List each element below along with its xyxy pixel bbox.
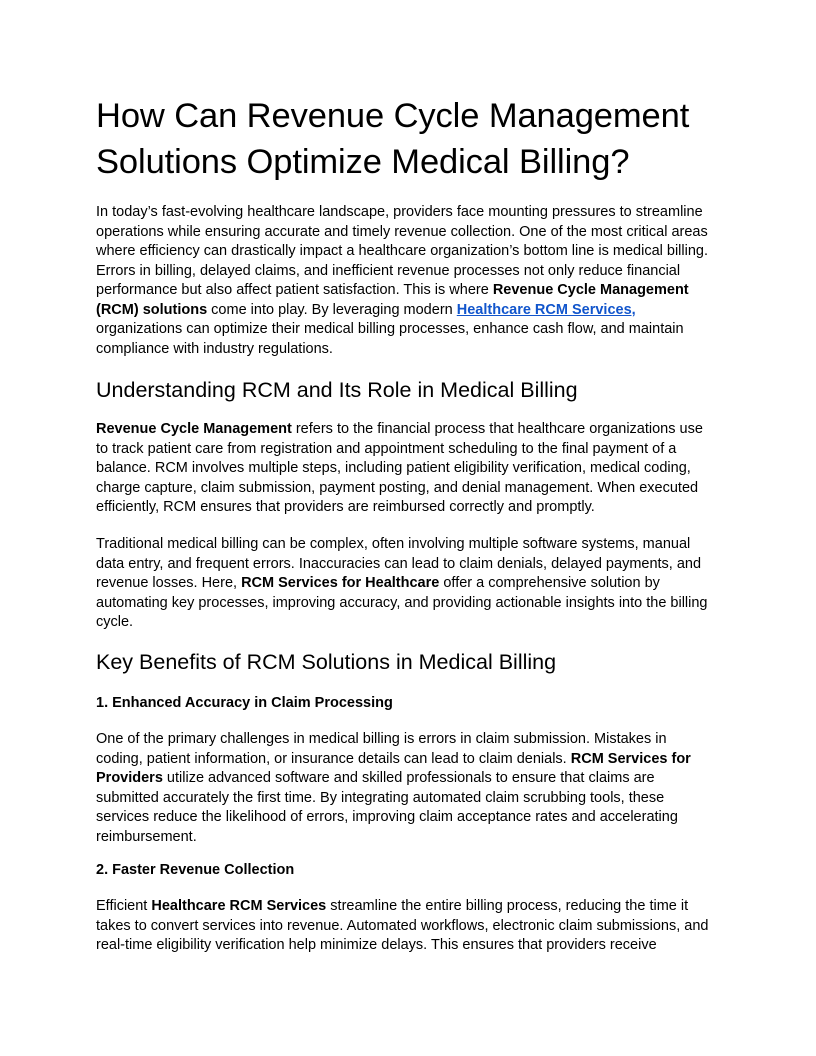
bold-term: Healthcare RCM Services bbox=[151, 898, 327, 914]
text-line bbox=[96, 789, 691, 809]
subheading-faster-revenue: 2. Faster Revenue Collection bbox=[96, 862, 295, 878]
text-run: cycle. bbox=[96, 614, 134, 630]
text-line bbox=[96, 301, 708, 321]
text-run: performance but also affect patient satisfaction. This is where bbox=[96, 282, 493, 298]
text-run: operations while ensuring accurate and timely revenue collection. One of the most critical areas bbox=[96, 223, 708, 240]
text-line bbox=[96, 242, 708, 262]
text-run: takes to convert services into revenue. Automated workflows, electronic claim submissions, and bbox=[96, 917, 709, 934]
healthcare-rcm-services-link[interactable]: Healthcare RCM Services, bbox=[456, 301, 636, 318]
text-run: to track patient care from registration and appointment scheduling to the final payment of a bbox=[96, 440, 677, 457]
bold-term: RCM Services for bbox=[570, 750, 691, 767]
enhanced-accuracy-paragraph bbox=[96, 730, 691, 847]
title-line: Solutions Optimize Medical Billing? bbox=[96, 143, 630, 181]
text-run: revenue losses. Here, bbox=[96, 575, 242, 591]
text-line bbox=[96, 917, 709, 937]
text-line bbox=[96, 555, 708, 575]
text-line bbox=[96, 594, 708, 614]
text-line bbox=[96, 613, 708, 633]
text-run: automating key processes, improving accuracy, and providing actionable insights into the billing bbox=[96, 594, 708, 611]
text-run: come into play. By leveraging modern bbox=[207, 301, 457, 318]
text-line bbox=[96, 223, 708, 243]
text-run: real-time eligibility verification help minimize delays. This ensures that providers receive bbox=[96, 937, 657, 953]
text-line bbox=[96, 730, 691, 750]
subheading-enhanced-accuracy: 1. Enhanced Accuracy in Claim Processing bbox=[96, 695, 393, 711]
text-run: One of the primary challenges in medical billing is errors in claim submission. Mistakes in bbox=[96, 731, 667, 747]
text-run: where efficiency can drastically impact a healthcare organization’s bottom line is medical billing. bbox=[96, 243, 708, 259]
text-line bbox=[96, 574, 708, 594]
page-title bbox=[96, 93, 689, 185]
text-run: Efficient bbox=[96, 898, 152, 914]
text-run: streamline the entire billing process, reducing the time it bbox=[326, 898, 689, 914]
text-line bbox=[96, 440, 703, 460]
text-run: services reduce the likelihood of errors, improving claim acceptance rates and accelerating bbox=[96, 809, 678, 825]
bold-term: Revenue Cycle Management bbox=[96, 421, 292, 437]
text-line bbox=[96, 320, 708, 340]
text-run: Traditional medical billing can be complex, often involving multiple software systems, manual bbox=[96, 536, 691, 552]
text-line bbox=[96, 262, 708, 282]
text-line bbox=[96, 459, 703, 479]
text-run: balance. RCM involves multiple steps, including patient eligibility verification, medical coding, bbox=[96, 460, 691, 476]
text-run: offer a comprehensive solution by bbox=[439, 575, 660, 591]
text-line bbox=[96, 897, 709, 917]
text-line bbox=[96, 420, 703, 440]
section-heading-understanding-rcm: Understanding RCM and Its Role in Medical Billing bbox=[96, 378, 578, 402]
faster-revenue-paragraph bbox=[96, 897, 709, 956]
text-run: charge capture, claim submission, payment posting, and denial management. When executed bbox=[96, 479, 699, 496]
text-run: efficiently, RCM ensures that providers are reimbursed correctly and promptly. bbox=[96, 499, 595, 515]
text-line bbox=[96, 340, 708, 360]
text-line bbox=[96, 828, 691, 848]
text-line bbox=[96, 203, 708, 223]
text-run: data entry, and frequent errors. Inaccuracies can lead to claim denials, delayed payments, and bbox=[96, 555, 702, 572]
text-run: compliance with industry regulations. bbox=[96, 340, 333, 357]
bold-term: RCM Services for Healthcare bbox=[241, 575, 440, 591]
intro-paragraph bbox=[96, 203, 708, 359]
text-run: In today’s fast-evolving healthcare landscape, providers face mounting pressures to streamline bbox=[96, 204, 703, 220]
text-line bbox=[96, 936, 709, 956]
text-line bbox=[96, 479, 703, 499]
text-line bbox=[96, 498, 703, 518]
bold-term: Revenue Cycle Management bbox=[492, 282, 689, 298]
title-line: How Can Revenue Cycle Management bbox=[96, 97, 690, 135]
text-line bbox=[96, 750, 691, 770]
text-run: utilize advanced software and skilled professionals to ensure that claims are bbox=[162, 770, 655, 786]
rcm-definition-paragraph bbox=[96, 420, 703, 518]
text-line bbox=[96, 808, 691, 828]
text-run: organizations can optimize their medical billing processes, enhance cash flow, and maintain bbox=[96, 321, 684, 337]
text-run: submitted accurately the first time. By integrating automated claim scrubbing tools, these bbox=[96, 789, 665, 806]
text-run: refers to the financial process that healthcare organizations use bbox=[291, 421, 703, 437]
text-line bbox=[96, 535, 708, 555]
bold-term: (RCM) solutions bbox=[96, 301, 208, 318]
text-line bbox=[96, 769, 691, 789]
text-line bbox=[96, 281, 708, 301]
section-heading-key-benefits: Key Benefits of RCM Solutions in Medical Billing bbox=[96, 650, 557, 674]
text-run: coding, patient information, or insurance details can lead to claim denials. bbox=[96, 750, 571, 767]
text-run: reimbursement. bbox=[96, 828, 197, 845]
traditional-billing-paragraph bbox=[96, 535, 708, 633]
text-run: Errors in billing, delayed claims, and inefficient revenue processes not only reduce financial bbox=[96, 262, 681, 279]
bold-term: Providers bbox=[96, 770, 163, 786]
